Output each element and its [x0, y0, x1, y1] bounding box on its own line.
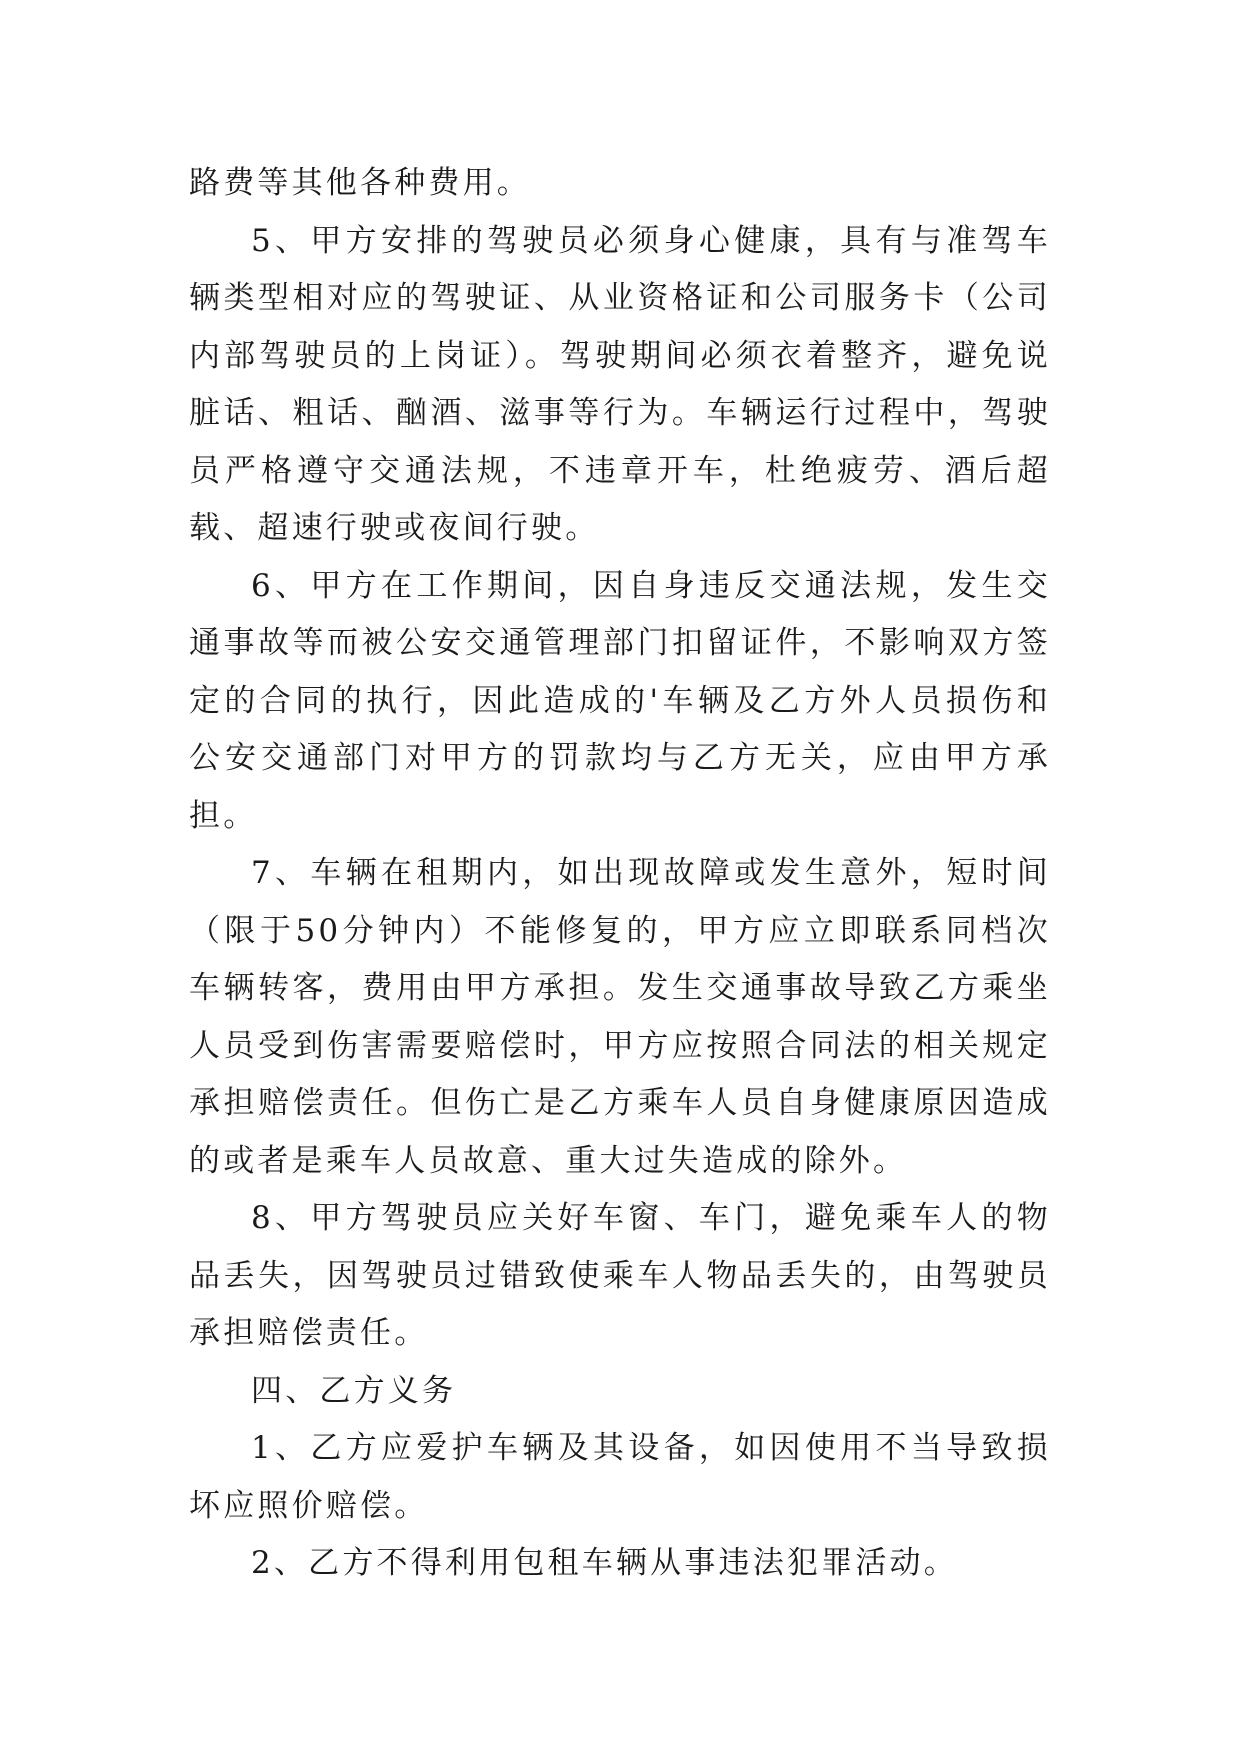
paragraph-b-item-2: 2、乙方不得利用包租车辆从事违法犯罪活动。: [251, 1545, 958, 1581]
paragraph-item-5: 5、甲方安排的驾驶员必须身心健康，具有与准驾车辆类型相对应的驾驶证、从业资格证和公司服务卡（公司内部驾驶员的上岗证）。驾驶期间必须衣着整齐，避免说脏话、粗话、酗酒、滋事等行为。车辆运行过程中，驾驶员严格遵守交通法规，不违章开车，杜绝疲劳、酒后超载、超速行驶或夜间行驶。: [189, 222, 1051, 546]
document-body: [189, 155, 1051, 1593]
paragraph-item-7: 7、车辆在租期内，如出现故障或发生意外，短时间（限于50分钟内）不能修复的，甲方应立即联系同档次车辆转客，费用由甲方承担。发生交通事故导致乙方乘坐人员受到伤害需要赔偿时，甲方应按照合同法的相关规定承担赔偿责任。但伤亡是乙方乘车人员自身健康原因造成的或者是乘车人员故意、重大过失造成的除外。: [189, 855, 1051, 1179]
paragraph-b-item-1: 1、乙方应爱护车辆及其设备，如因使用不当导致损坏应照价赔偿。: [189, 1430, 1051, 1524]
section-heading-party-b-obligations: 四、乙方义务: [251, 1372, 457, 1409]
paragraph-item-8: 8、甲方驾驶员应关好车窗、车门，避免乘车人的物品丢失，因驾驶员过错致使乘车人物品丢失的，由驾驶员承担赔偿责任。: [189, 1200, 1051, 1351]
paragraph-continuation: 路费等其他各种费用。: [189, 165, 531, 201]
paragraph-item-6: 6、甲方在工作期间，因自身违反交通法规，发生交通事故等而被公安交通管理部门扣留证件，不影响双方签定的合同的执行，因此造成的'车辆及乙方外人员损伤和公安交通部门对甲方的罚款均与乙方无关，应由甲方承担。: [189, 567, 1051, 834]
